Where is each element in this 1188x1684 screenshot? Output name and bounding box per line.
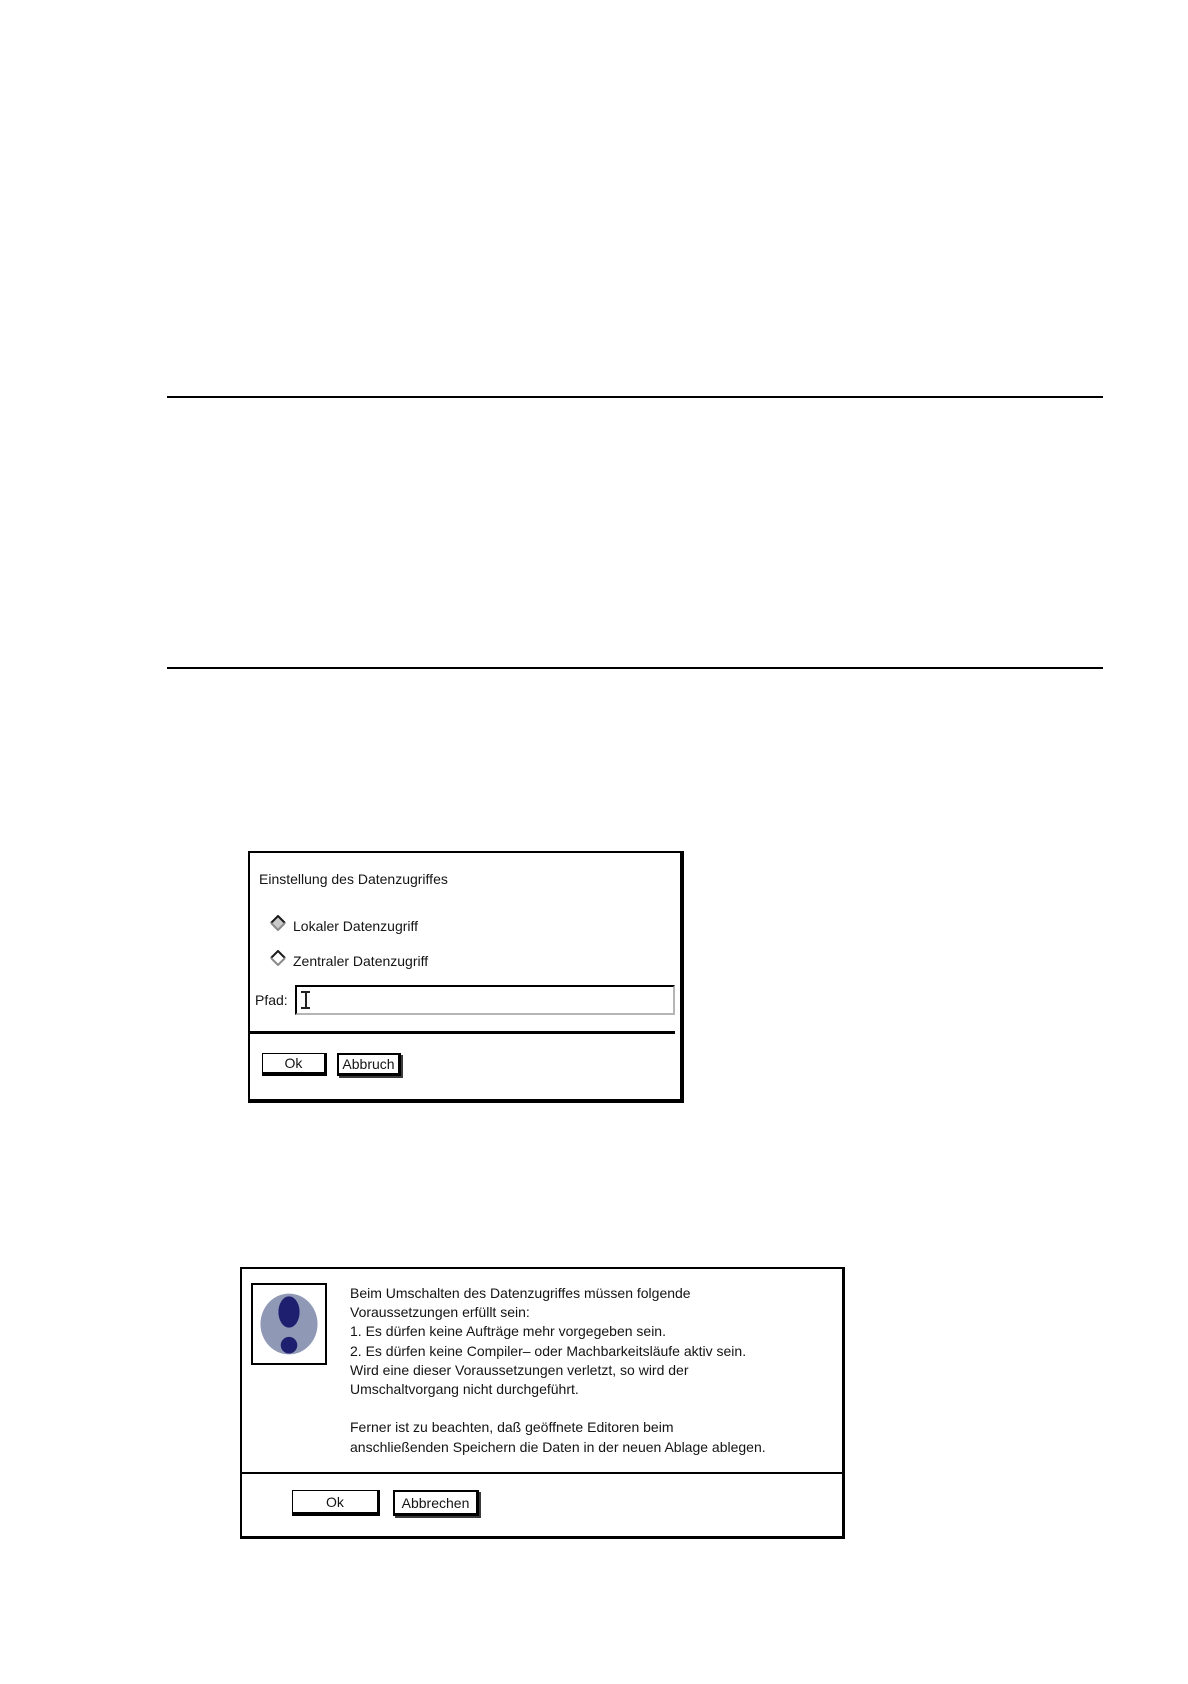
radio-label: Lokaler Datenzugriff <box>293 917 419 934</box>
dialog-title: Einstellung des Datenzugriffes <box>259 871 448 887</box>
radio-option-lokaler-datenzugriff[interactable] <box>270 915 418 936</box>
radio-label: Zentraler Datenzugriff <box>293 952 429 969</box>
message-line: 1. Es dürfen keine Aufträge mehr vorgegeben sein. <box>350 1323 666 1340</box>
path-input[interactable] <box>295 985 675 1015</box>
message-line: anschließenden Speichern die Daten in der neuen Ablage ablegen. <box>350 1438 766 1455</box>
switch-data-access-warning-dialog <box>240 1267 845 1539</box>
exclamation-icon <box>254 1286 324 1362</box>
message-line: Wird eine dieser Voraussetzungen verletzt, so wird der <box>350 1361 689 1378</box>
ok-button[interactable]: Ok <box>292 1490 380 1516</box>
warning-icon-box <box>251 1283 327 1365</box>
ok-button[interactable]: Ok <box>262 1053 327 1076</box>
message-line: 2. Es dürfen keine Compiler– oder Machbarkeitsläufe aktiv sein. <box>350 1342 747 1359</box>
radio-diamond-selected-icon[interactable] <box>270 915 286 936</box>
dialog-separator <box>250 1031 675 1034</box>
warning-message <box>350 1284 830 1457</box>
data-access-settings-dialog <box>248 851 684 1103</box>
abbrechen-button[interactable]: Abbrechen <box>393 1490 479 1516</box>
message-line: Voraussetzungen erfüllt sein: <box>350 1304 530 1321</box>
message-line: Umschaltvorgang nicht durchgeführt. <box>350 1381 579 1398</box>
horizontal-rule-top <box>167 396 1103 398</box>
path-field-label: Pfad: <box>255 992 288 1008</box>
message-line: Beim Umschalten des Datenzugriffes müssen folgende <box>350 1285 691 1301</box>
text-cursor-ibeam-icon <box>301 991 310 1009</box>
radio-option-zentraler-datenzugriff[interactable] <box>270 950 428 971</box>
message-line: Ferner ist zu beachten, daß geöffnete Editoren beim <box>350 1419 674 1436</box>
dialog-separator <box>242 1472 842 1474</box>
message-line <box>350 1399 830 1418</box>
radio-diamond-unselected-icon[interactable] <box>270 950 286 971</box>
abbruch-button[interactable]: Abbruch <box>337 1053 401 1076</box>
horizontal-rule-middle <box>167 667 1103 669</box>
